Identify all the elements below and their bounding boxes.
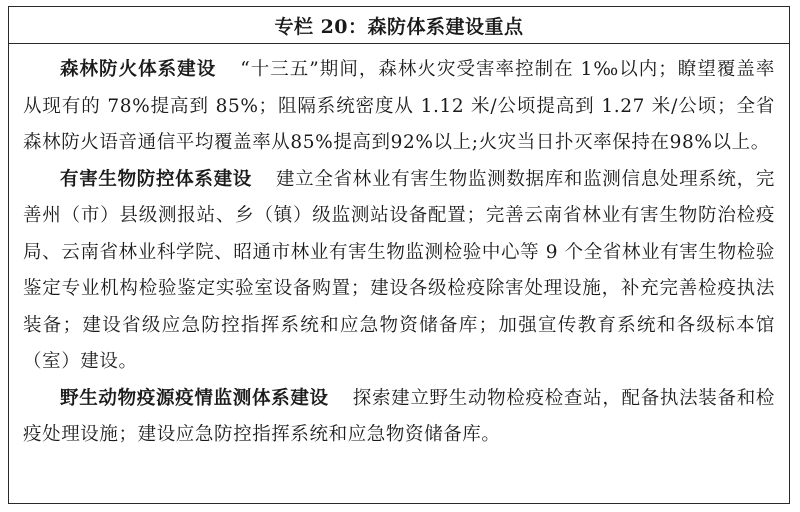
section-text: “十三五”期间，森林火灾受害率控制在 1‰以内；瞭望覆盖率从现有的 78%提高到 85%；阻隔系统密度从 1.12 米/公顷提高到 1.27 米/公顷；全省森林防火语音通信平均覆盖率从85%提高到92%以上;火灾当日扑灭率保持在98%以上。	[23, 59, 775, 153]
section-heading: 有害生物防控体系建设	[60, 168, 252, 190]
section-forest-fire	[23, 52, 775, 162]
section-heading: 森林防火体系建设	[60, 59, 217, 80]
box-body	[9, 44, 789, 454]
box-title: 专栏 20：森防体系建设重点	[9, 7, 789, 44]
section-pest-control	[23, 162, 775, 381]
section-heading: 野生动物疫源疫情监测体系建设	[60, 387, 329, 409]
section-wildlife-monitoring	[23, 381, 775, 454]
section-text: 探索建立野生动物检疫检查站，配备执法装备和检疫处理设施；建设应急防控指挥系统和应急物资储备库。	[23, 387, 776, 445]
feature-box	[8, 6, 790, 504]
section-text: 建立全省林业有害生物监测数据库和监测信息处理系统，完善州（市）县级测报站、乡（镇）级监测站设备配置；完善云南省林业有害生物防治检疫局、云南省林业科学院、昭通市林业有害生物监测检验中心等 9 个全省林业有害生物检验鉴定专业机构检验鉴定实验室设备购置；建设各级检疫除害处理设施，补充完善检疫执法装备；建设省级应急防控指挥系统和应急物资储备库；加强宣传教育系统和各级标本馆（室）建设。	[23, 168, 775, 372]
